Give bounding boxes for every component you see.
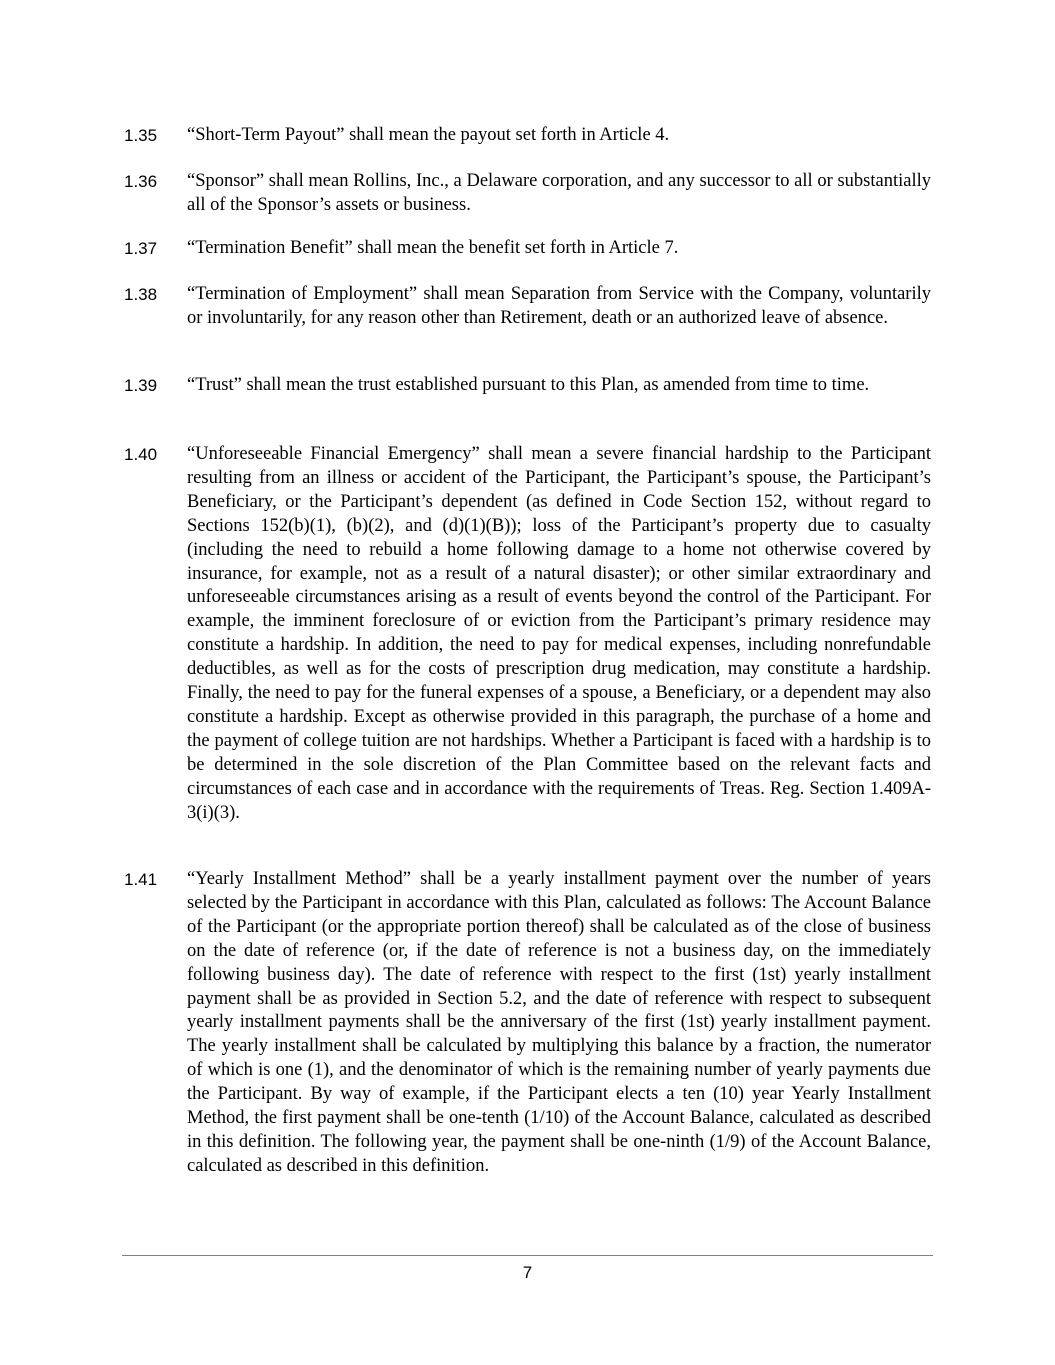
section-text: “Short-Term Payout” shall mean the payout set forth in Article 4. xyxy=(187,125,670,145)
section-number: 1.39 xyxy=(124,376,158,395)
page-number: 7 xyxy=(522,1263,533,1282)
section-number: 1.41 xyxy=(124,870,158,889)
section-text: “Sponsor” shall mean Rollins, Inc., a Delaware corporation, and any successor to all or substantially all of the Sponsor’s assets or business. xyxy=(187,171,931,215)
section-number: 1.38 xyxy=(124,285,158,304)
footer-divider xyxy=(122,1255,933,1256)
section-text: “Termination of Employment” shall mean Separation from Service with the Company, voluntarily or involuntarily, for any reason other than Retirement, death or an authorized leave of absence. xyxy=(187,284,931,328)
section-number: 1.36 xyxy=(124,172,158,191)
section-text: “Yearly Installment Method” shall be a yearly installment payment over the number of years selected by the Participant in accordance with this Plan, calculated as follows: The Account Balance of the Participant (or the appropriate portion thereof) shall be calculated as of the close of business on the date of reference (or, if the date of reference is not a business day, on the immediately following business day). The date of reference with respect to the first (1st) yearly installment payment shall be as provided in Section 5.2, and the date of reference with respect to subsequent yearly installment payments shall be the anniversary of the first (1st) yearly installment payment. The yearly installment shall be calculated by multiplying this balance by a fraction, the numerator of which is one (1), and the denominator of which is the remaining number of yearly payments due the Participant. By way of example, if the Participant elects a ten (10) year Yearly Installment Method, the first payment shall be one-tenth (1/10) of the Account Balance, calculated as described in this definition. The following year, the payment shall be one-ninth (1/9) of the Account Balance, calculated as described in this definition. xyxy=(187,869,931,1176)
section-number: 1.35 xyxy=(124,126,158,145)
section-number: 1.37 xyxy=(124,239,158,258)
section-text: “Trust” shall mean the trust established pursuant to this Plan, as amended from time to time. xyxy=(187,375,870,395)
section-text: “Unforeseeable Financial Emergency” shall mean a severe financial hardship to the Participant resulting from an illness or accident of the Participant, the Participant’s spouse, the Participant’s Beneficiary, or the Participant’s dependent (as defined in Code Section 152, without regard to Sections 152(b)(1), (b)(2), and (d)(1)(B)); loss of the Participant’s property due to casualty (including the need to rebuild a home following damage to a home not otherwise covered by insurance, for example, not as a result of a natural disaster); or other similar extraordinary and unforeseeable circumstances arising as a result of events beyond the control of the Participant. For example, the imminent foreclosure of or eviction from the Participant’s primary residence may constitute a hardship. In addition, the need to pay for medical expenses, including nonrefundable deductibles, as well as for the costs of prescription drug medication, may constitute a hardship. Finally, the need to pay for the funeral expenses of a spouse, a Beneficiary, or a dependent may also constitute a hardship. Except as otherwise provided in this paragraph, the purchase of a home and the payment of college tuition are not hardships. Whether a Participant is faced with a hardship is to be determined in the sole discretion of the Plan Committee based on the relevant facts and circumstances of each case and in accordance with the requirements of Treas. Reg. Section 1.409A-3(i)(3). xyxy=(187,444,931,823)
section-number: 1.40 xyxy=(124,445,158,464)
section-text: “Termination Benefit” shall mean the benefit set forth in Article 7. xyxy=(187,238,679,258)
